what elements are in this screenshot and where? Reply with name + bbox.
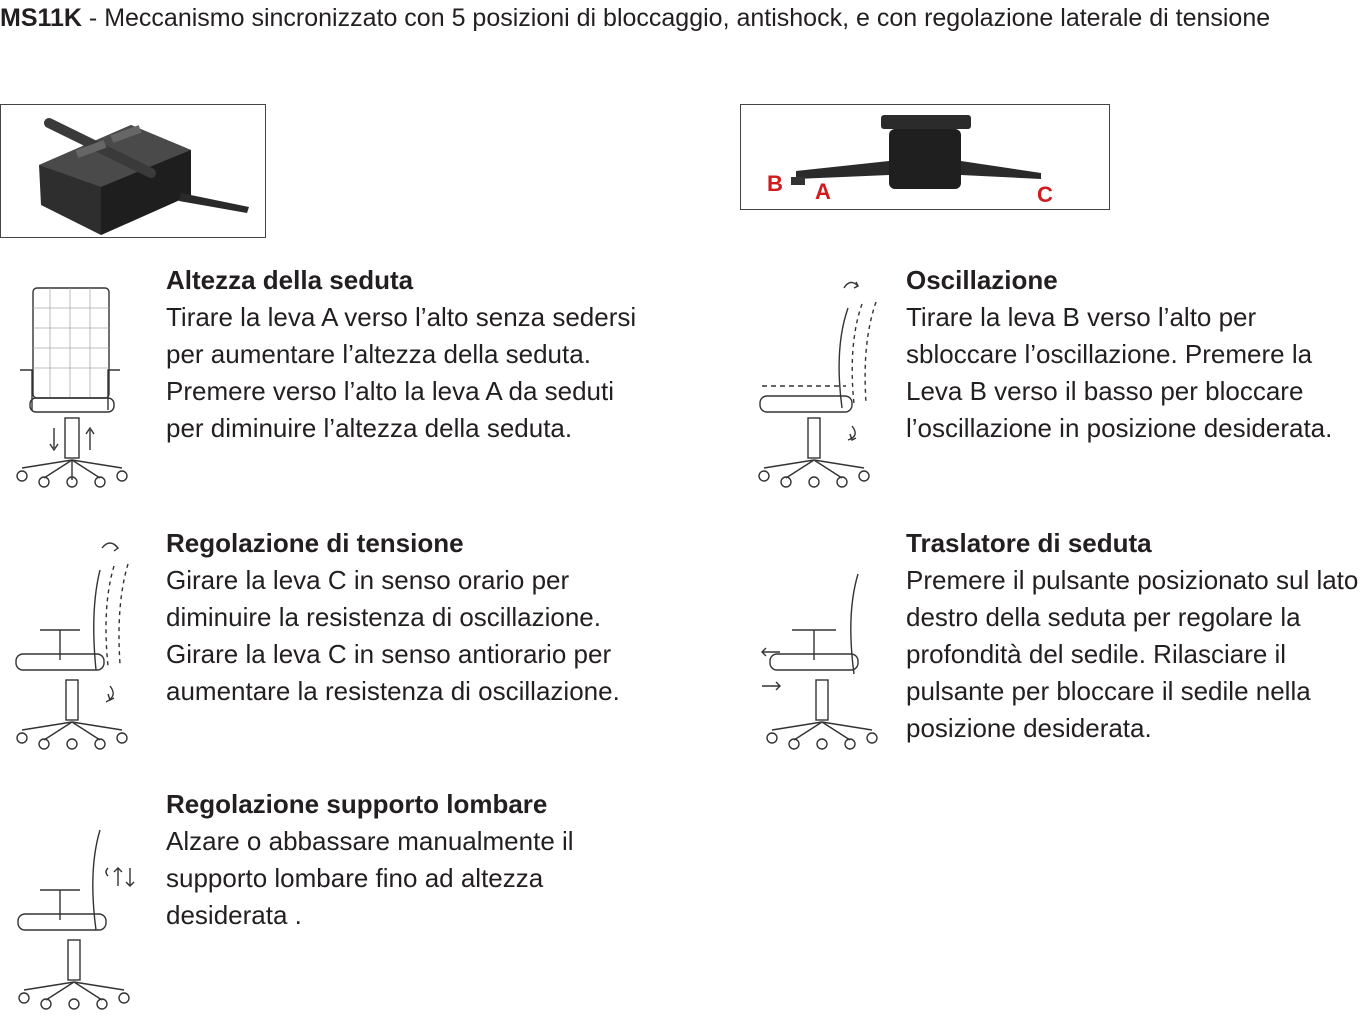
chair-slider-illustration xyxy=(740,530,888,758)
chair-oscillation-illustration xyxy=(740,268,888,496)
chair-height-illustration xyxy=(0,268,148,496)
section-tension xyxy=(166,525,641,710)
mechanism-photo xyxy=(1,105,265,237)
section-title: Oscillazione xyxy=(906,265,1058,295)
section-oscillation xyxy=(906,262,1368,447)
section-seat-height xyxy=(166,262,656,447)
section-title: Altezza della seduta xyxy=(166,265,414,295)
mechanism-labeled-frame xyxy=(740,104,1110,210)
mechanism-labeled-photo xyxy=(741,105,1109,209)
section-body: Alzare o abbassare manualmente il supporto lombare fino ad altezza desiderata . xyxy=(166,826,574,930)
page-title xyxy=(0,0,1369,36)
section-body: Tirare la leva A verso l’alto senza sedersi per aumentare l’altezza della seduta. Premere verso l’alto la leva A da seduti per diminuire l’altezza della seduta. xyxy=(166,302,637,443)
section-body: Girare la leva C in senso orario per diminuire la resistenza di oscillazione. Girare la leva C in senso antiorario per aumentare la resistenza di oscillazione. xyxy=(166,565,620,706)
section-title: Regolazione di tensione xyxy=(166,528,464,558)
section-body: Tirare la leva B verso l’alto per sbloccare l’oscillazione. Premere la Leva B verso il basso per bloccare l’oscillazione in posizione desiderata. xyxy=(906,302,1333,443)
lever-label-b: B xyxy=(767,171,783,196)
lever-label-a: A xyxy=(815,179,831,204)
mechanism-photo-frame xyxy=(0,104,266,238)
section-body: Premere il pulsante posizionato sul lato destro della seduta per regolare la profondità del sedile. Rilasciare il pulsante per bloccare il sedile nella posizione desiderata. xyxy=(906,565,1359,743)
product-description: - Meccanismo sincronizzato con 5 posizioni di bloccaggio, antishock, e con regolazione laterale di tensione xyxy=(81,4,1271,32)
section-lumbar xyxy=(166,786,631,934)
section-seat-slider xyxy=(906,525,1368,747)
chair-tension-illustration xyxy=(0,530,148,758)
section-title: Regolazione supporto lombare xyxy=(166,789,548,819)
product-code: MS11K xyxy=(0,4,82,32)
chair-lumbar-illustration xyxy=(0,790,148,1018)
section-title: Traslatore di seduta xyxy=(906,528,1152,558)
lever-label-c: C xyxy=(1037,182,1053,207)
